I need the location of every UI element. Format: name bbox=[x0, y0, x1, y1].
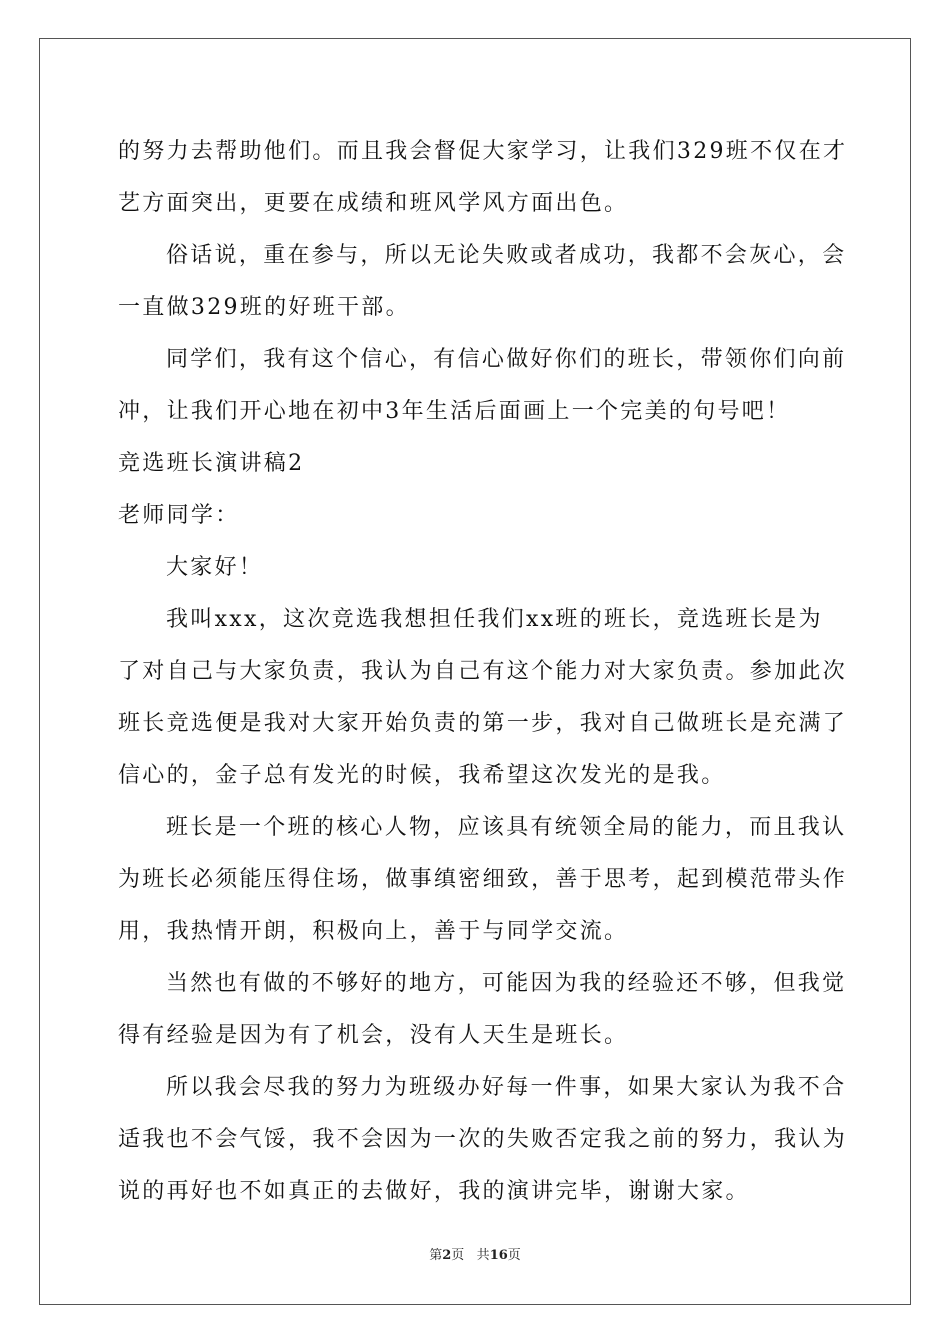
total-pages-number: 16 bbox=[489, 1248, 508, 1263]
footer-total-prefix: 共 bbox=[476, 1248, 490, 1263]
text-line: 信心的，金子总有发光的时候，我希望这次发光的是我。 bbox=[118, 763, 726, 788]
text-line: 为班长必须能压得住场，做事缜密细致，善于思考，起到模范带头作 bbox=[118, 867, 848, 892]
page-footer bbox=[0, 1244, 950, 1263]
text-line: 冲，让我们开心地在初中3年生活后面画上一个完美的句号吧！ bbox=[118, 399, 791, 424]
text-line: 班长竞选便是我对大家开始负责的第一步，我对自己做班长是充满了 bbox=[118, 711, 848, 736]
text-line: 适我也不会气馁，我不会因为一次的失败否定我之前的努力，我认为 bbox=[118, 1127, 848, 1152]
current-page-number: 2 bbox=[442, 1248, 452, 1263]
text-line: 说的再好也不如真正的去做好，我的演讲完毕，谢谢大家。 bbox=[118, 1179, 750, 1204]
document-body bbox=[118, 126, 848, 1218]
footer-page-unit: 页 bbox=[451, 1248, 465, 1263]
text-line: 所以我会尽我的努力为班级办好每一件事，如果大家认为我不合 bbox=[166, 1075, 847, 1100]
text-line: 了对自己与大家负责，我认为自己有这个能力对大家负责。参加此次 bbox=[118, 659, 848, 684]
text-line: 俗话说，重在参与，所以无论失败或者成功，我都不会灰心，会 bbox=[166, 243, 847, 268]
footer-total-unit: 页 bbox=[507, 1248, 521, 1263]
text-line: 艺方面突出，更要在成绩和班风学风方面出色。 bbox=[118, 191, 629, 216]
footer-prefix: 第 bbox=[429, 1248, 443, 1263]
text-line: 一直做329班的好班干部。 bbox=[118, 295, 410, 320]
text-line: 我叫xxx，这次竞选我想担任我们xx班的班长，竞选班长是为 bbox=[166, 607, 823, 632]
text-line: 用，我热情开朗，积极向上，善于与同学交流。 bbox=[118, 919, 629, 944]
text-line: 班长是一个班的核心人物，应该具有统领全局的能力，而且我认 bbox=[166, 815, 847, 840]
text-line: 竞选班长演讲稿2 bbox=[118, 451, 305, 476]
text-line: 同学们，我有这个信心，有信心做好你们的班长，带领你们向前 bbox=[166, 347, 847, 372]
text-line: 大家好！ bbox=[166, 555, 264, 580]
text-line: 得有经验是因为有了机会，没有人天生是班长。 bbox=[118, 1023, 629, 1048]
text-line: 的努力去帮助他们。而且我会督促大家学习，让我们329班不仅在才 bbox=[118, 139, 848, 164]
text-line: 当然也有做的不够好的地方，可能因为我的经验还不够，但我觉 bbox=[166, 971, 847, 996]
text-line: 老师同学： bbox=[118, 503, 240, 528]
